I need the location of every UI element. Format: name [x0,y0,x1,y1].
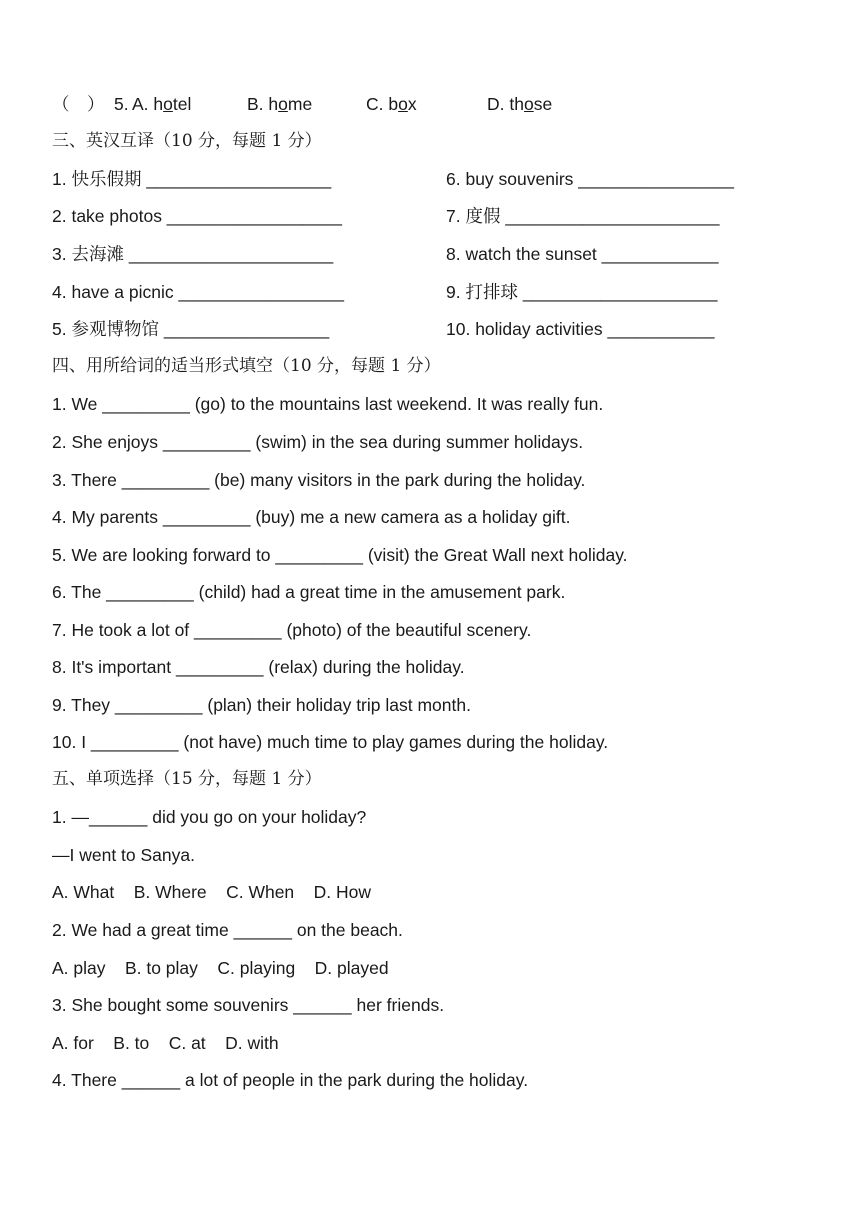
translate-item-10: 10. holiday activities ___________ [446,319,715,339]
translate-item-6: 6. buy souvenirs ________________ [446,169,735,189]
option-c [366,93,417,115]
option-d-letter: o [523,94,534,114]
option-a [132,93,191,115]
choice-q1-options: A. What B. Where C. When D. How [52,882,371,902]
fill-item-1: 1. We _________ (go) to the mountains last weekend. It was really fun. [52,394,604,414]
choice-q1-dialog: —I went to Sanya. [52,845,195,865]
choice-q1: 1. —______ did you go on your holiday? [52,807,367,827]
option-a-pre: A. h [132,94,164,114]
question-number: 5. [114,94,129,114]
answer-paren: （ ） [52,94,105,114]
fill-item-3: 3. There _________ (be) many visitors in the park during the holiday. [52,470,586,490]
translate-item-8: 8. watch the sunset ____________ [446,244,719,264]
option-b-letter: o [278,94,288,114]
choice-q4: 4. There ______ a lot of people in the park during the holiday. [52,1070,529,1090]
option-d-post: se [533,94,553,114]
translate-item-1: 1. 快乐假期 ___________________ [52,169,332,189]
option-d [487,93,552,115]
option-a-letter: o [163,94,173,114]
translate-item-5: 5. 参观博物馆 _________________ [52,319,330,339]
section5-title: 五、单项选择（15 分，每题 1 分） [52,769,322,789]
choice-q2: 2. We had a great time ______ on the beach. [52,920,403,940]
option-d-pre: D. th [487,94,524,114]
fill-item-4: 4. My parents _________ (buy) me a new camera as a holiday gift. [52,507,571,527]
translate-item-2: 2. take photos __________________ [52,206,342,226]
option-b [247,93,312,115]
fill-item-10: 10. I _________ (not have) much time to play games during the holiday. [52,732,609,752]
fill-item-2: 2. She enjoys _________ (swim) in the sea during summer holidays. [52,432,584,452]
section3-title: 三、英汉互译（10 分，每题 1 分） [52,131,322,151]
translate-item-3: 3. 去海滩 _____________________ [52,244,334,264]
section4-title: 四、用所给词的适当形式填空（10 分，每题 1 分） [52,356,441,376]
option-a-post: tel [172,94,192,114]
fill-item-9: 9. They _________ (plan) their holiday trip last month. [52,695,471,715]
translate-item-9: 9. 打排球 ____________________ [446,282,718,302]
option-c-pre: C. b [366,94,399,114]
phonics-question-5 [52,93,812,115]
option-c-letter: o [398,94,408,114]
fill-item-6: 6. The _________ (child) had a great time in the amusement park. [52,582,566,602]
fill-item-8: 8. It's important _________ (relax) during the holiday. [52,657,465,677]
fill-item-7: 7. He took a lot of _________ (photo) of the beautiful scenery. [52,620,532,640]
option-b-pre: B. h [247,94,279,114]
translate-item-4: 4. have a picnic _________________ [52,282,344,302]
choice-q3-options: A. for B. to C. at D. with [52,1033,279,1053]
translate-item-7: 7. 度假 ______________________ [446,206,720,226]
option-c-post: x [407,94,417,114]
choice-q3: 3. She bought some souvenirs ______ her friends. [52,995,445,1015]
fill-item-5: 5. We are looking forward to _________ (visit) the Great Wall next holiday. [52,545,628,565]
option-b-post: me [287,94,313,114]
choice-q2-options: A. play B. to play C. playing D. played [52,958,389,978]
